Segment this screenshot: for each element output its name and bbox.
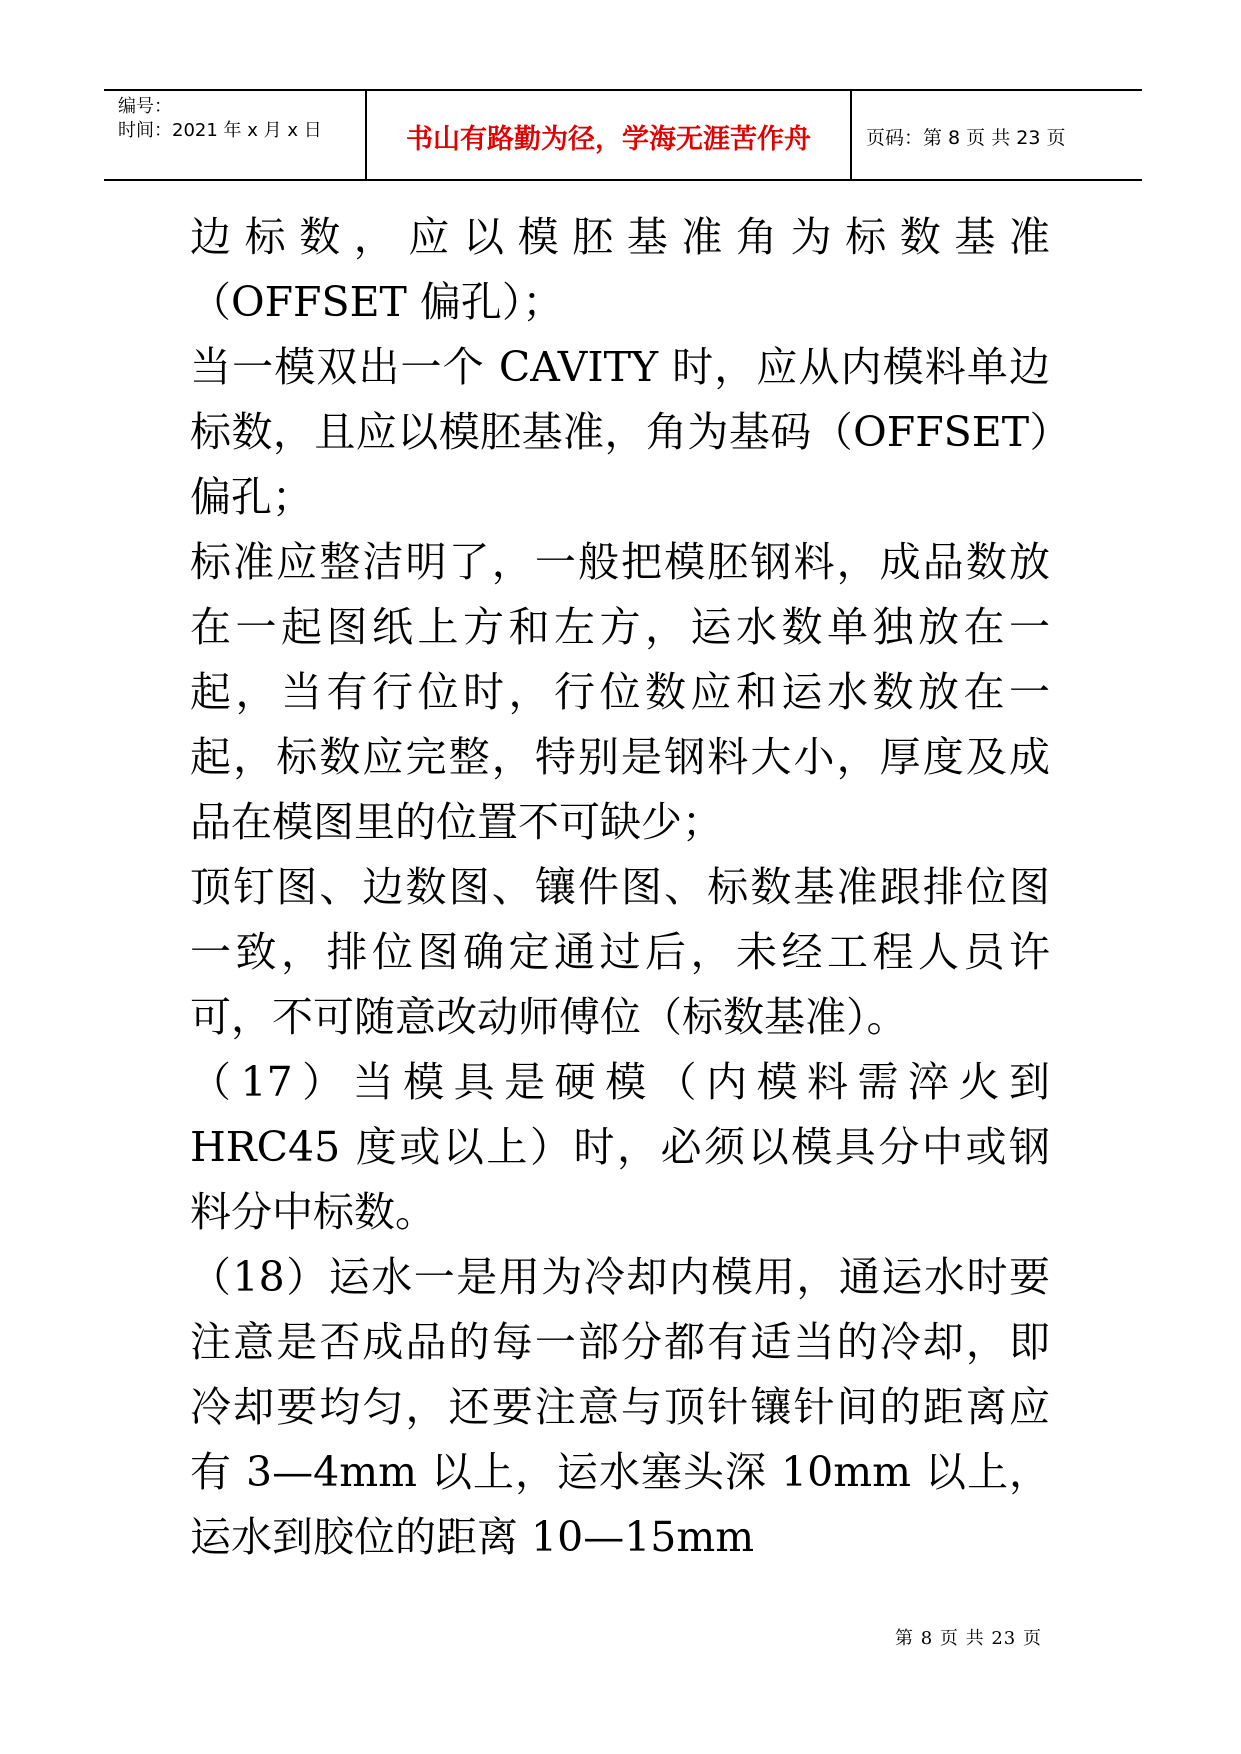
header-motto: 书山有路勤为径，学海无涯苦作舟 <box>367 91 852 179</box>
paragraph: 顶钉图、边数图、镶件图、标数基准跟排位图一致，排位图确定通过后，未经工程人员许可，不可随意改动师傅位（标数基准）。 <box>190 863 1050 1041</box>
header-meta <box>104 91 367 179</box>
document-time-label: 时间：2021 年 x 月 x 日 <box>118 120 322 141</box>
page-header <box>104 89 1142 181</box>
paragraph: 当一模双出一个 CAVITY 时，应从内模料单边标数，且应以模胚基准，角为基码（OFFSET）偏孔； <box>190 343 1050 521</box>
paragraph: （18）运水一是用为冷却内模用，通运水时要注意是否成品的每一部分都有适当的冷却，即冷却要均匀，还要注意与顶针镶针间的距离应有 3—4mm 以上，运水塞头深 10mm 以上，运水到胶位的距离 10—15mm <box>190 1253 1050 1561</box>
document-number-label: 编号： <box>118 96 172 117</box>
paragraph: （17）当模具是硬模（内模料需淬火到 HRC45 度或以上）时，必须以模具分中或钢料分中标数。 <box>190 1058 1050 1236</box>
header-page-number: 页码：第 8 页 共 23 页 <box>866 126 1066 149</box>
document-body <box>190 205 1050 1570</box>
paragraph: 边标数，应以模胚基准角为标数基准（OFFSET 偏孔）； <box>190 213 1050 326</box>
page-footer: 第 8 页 共 23 页 <box>895 1628 1042 1649</box>
paragraph: 标准应整洁明了，一般把模胚钢料，成品数放在一起图纸上方和左方，运水数单独放在一起，当有行位时，行位数应和运水数放在一起，标数应完整，特别是钢料大小，厚度及成品在模图里的位置不可缺少； <box>190 538 1050 846</box>
